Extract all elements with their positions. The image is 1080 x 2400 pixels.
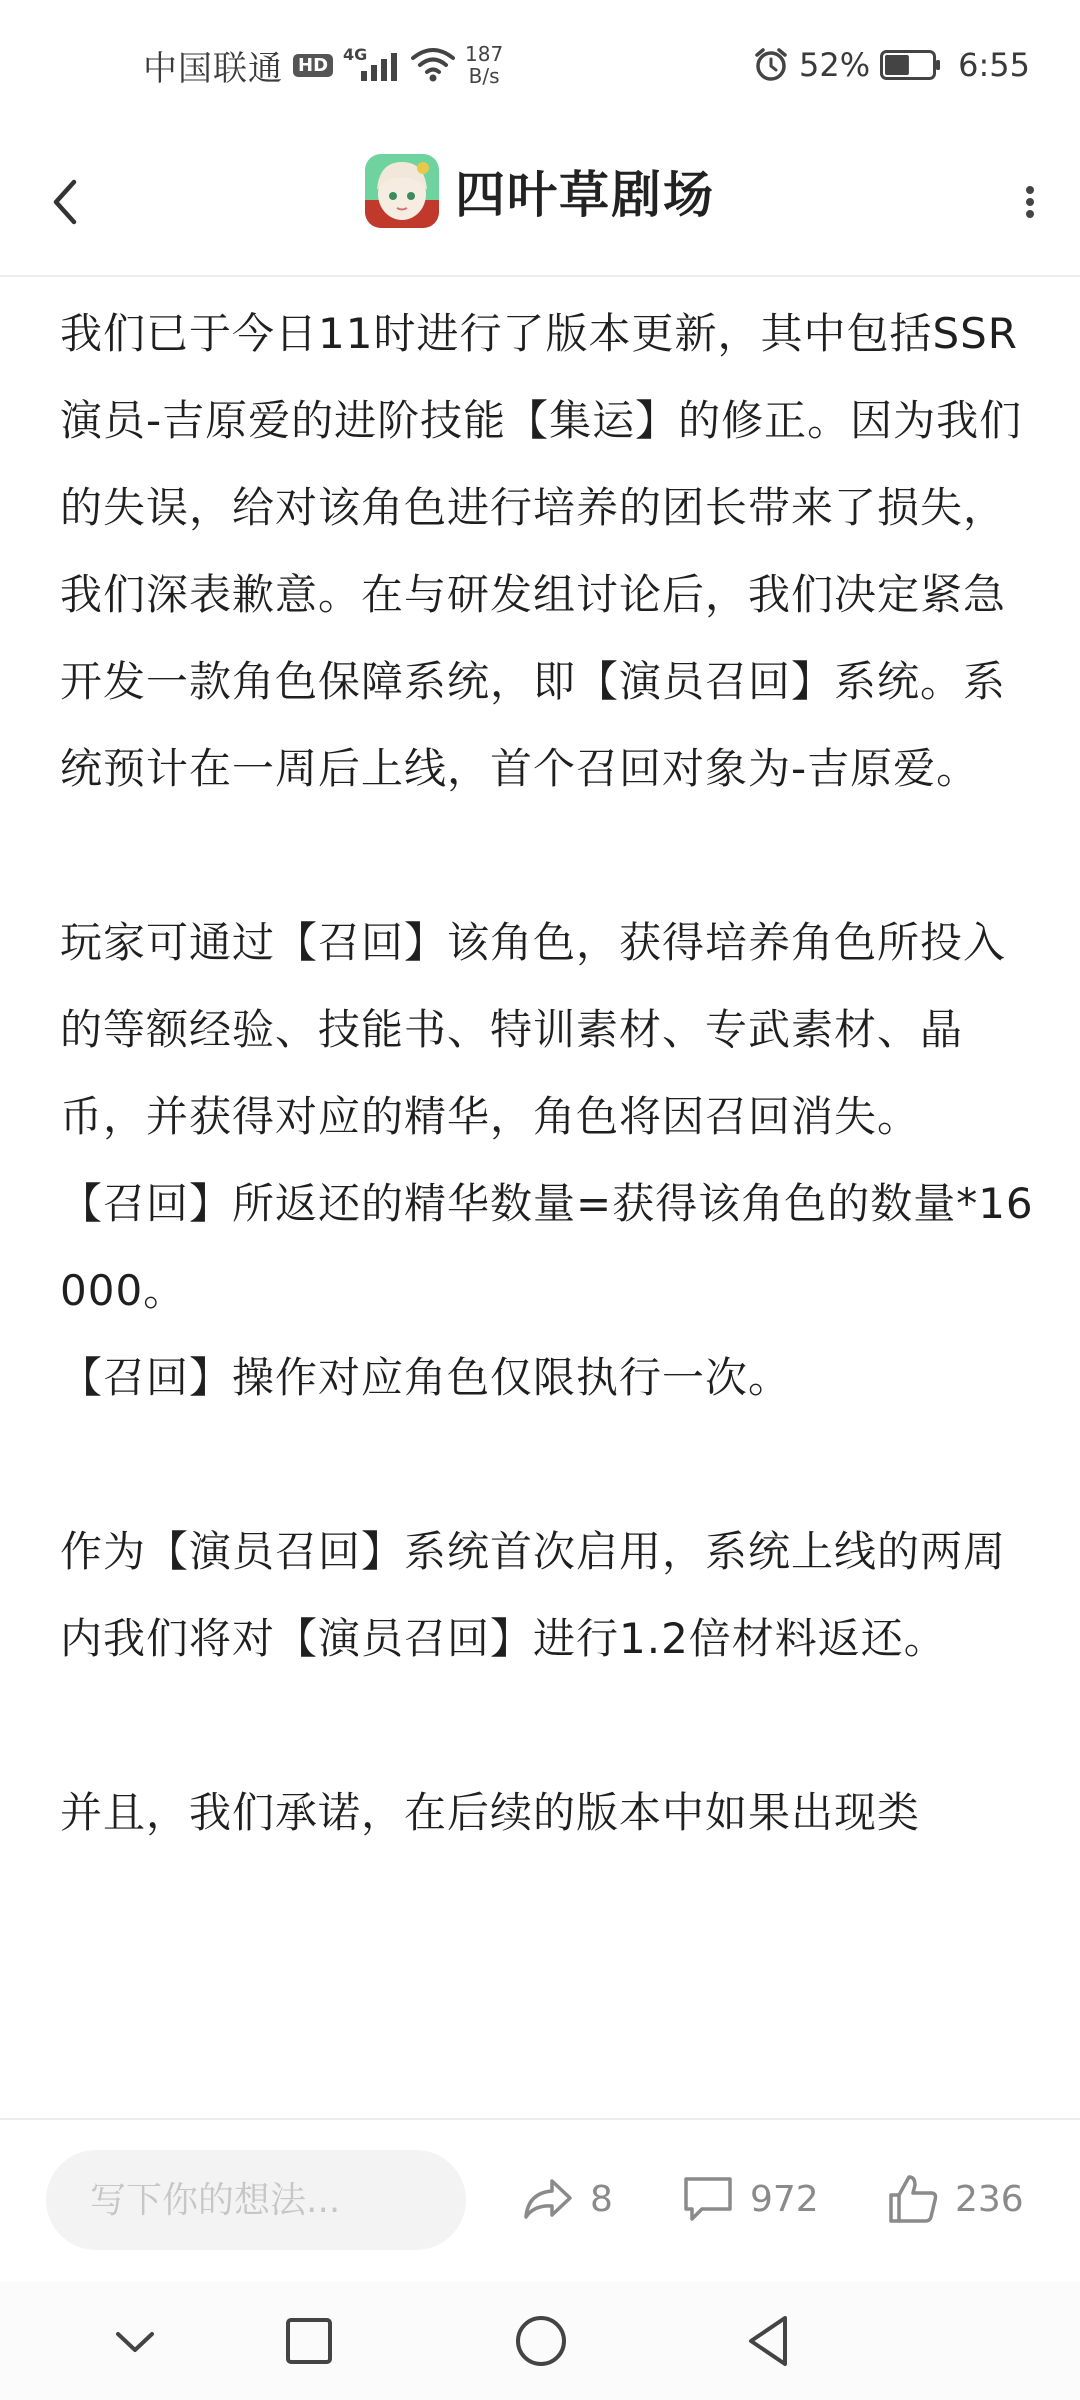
article-paragraph-3: 【召回】所返还的精华数量=获得该角色的数量*16000。 xyxy=(60,1179,1034,1315)
battery-percent: 52% xyxy=(799,46,871,84)
system-nav-bar xyxy=(0,2282,1080,2400)
share-icon xyxy=(520,2171,576,2227)
share-button[interactable] xyxy=(520,2164,613,2234)
article-body xyxy=(60,290,1040,2115)
more-vertical-icon[interactable] xyxy=(1008,172,1052,232)
network-type: 4G xyxy=(343,45,368,64)
home-icon[interactable] xyxy=(506,2306,576,2376)
article-paragraph-2: 玩家可通过【召回】该角色，获得培养角色所投入的等额经验、技能书、特训素材、专武素材、晶币，并获得对应的精华，角色将因召回消失。 xyxy=(60,918,1007,1141)
share-count: 8 xyxy=(590,2178,613,2220)
status-bar-left xyxy=(143,40,503,90)
battery-icon xyxy=(880,50,942,80)
speed-value: 187 xyxy=(465,42,504,66)
carrier-name: 中国联通 xyxy=(143,48,283,89)
network-speed xyxy=(465,43,503,87)
article-paragraph-5: 作为【演员召回】系统首次启用，系统上线的两周内我们将对【演员召回】进行1.2倍材料返还。 xyxy=(60,1527,1007,1663)
cellular-signal-icon xyxy=(343,45,401,85)
app-avatar-image[interactable] xyxy=(365,154,439,228)
recent-apps-icon[interactable] xyxy=(274,2306,344,2376)
comment-input[interactable] xyxy=(46,2150,466,2250)
comment-button[interactable] xyxy=(680,2164,819,2234)
clock: 6:55 xyxy=(958,46,1030,84)
article-paragraph-1: 我们已于今日11时进行了版本更新，其中包括SSR演员-吉原爱的进阶技能【集运】的修正。因为我们的失误，给对该角色进行培养的团长带来了损失，我们深表歉意。在与研发组讨论后，我们决定紧急开发一款角色保障系统，即【演员召回】系统。系统预计在一周后上线，首个召回对象为-吉原爱。 xyxy=(60,309,1023,793)
comment-count: 972 xyxy=(750,2178,819,2220)
back-triangle-icon[interactable] xyxy=(735,2306,805,2376)
article-paragraph-4: 【召回】操作对应角色仅限执行一次。 xyxy=(60,1353,792,1402)
like-button[interactable] xyxy=(885,2164,1024,2234)
status-bar xyxy=(0,0,1080,130)
like-count: 236 xyxy=(955,2178,1024,2220)
wifi-icon xyxy=(411,46,455,84)
speed-unit: B/s xyxy=(468,64,500,88)
article-paragraph-6: 并且，我们承诺，在后续的版本中如果出现类 xyxy=(60,1788,921,1837)
page-title: 四叶草剧场 xyxy=(455,166,715,224)
action-bar xyxy=(0,2118,1080,2282)
status-bar-right xyxy=(753,40,1030,90)
title-bar xyxy=(0,130,1080,277)
alarm-icon xyxy=(753,47,789,83)
comment-icon xyxy=(680,2171,736,2227)
hd-badge: HD xyxy=(293,54,333,77)
chevron-down-icon[interactable] xyxy=(100,2306,170,2376)
title-group[interactable] xyxy=(0,154,1080,228)
thumbs-up-icon xyxy=(885,2171,941,2227)
